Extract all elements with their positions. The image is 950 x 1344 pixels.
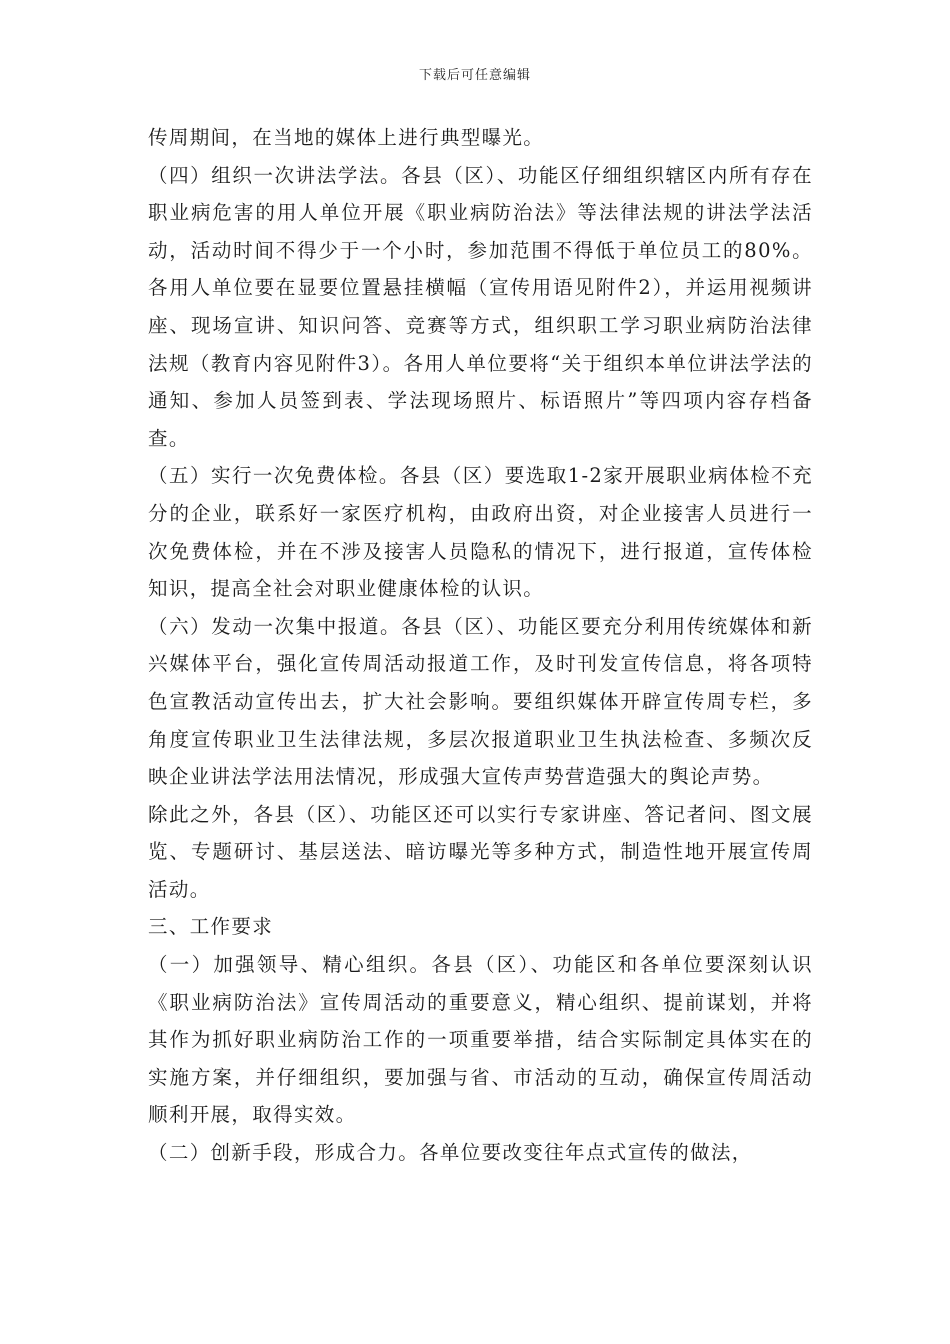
paragraph-section-4: （四）组织一次讲法学法。各县（区）、功能区仔细组织辖区内所有存在职业病危害的用人单位开展《职业病防治法》等法律法规的讲法学法活动，活动时间不得少于一个小时，参加范围不得低于单位员工的80%。各用人单位要在显要位置悬挂横幅（宣传用语见附件2），并运用视频讲座、现场宣讲、知识问答、竞赛等方式，组织职工学习职业病防治法律法规（教育内容见附件3）。各用人单位要将“关于组织本单位讲法学法的通知、参加人员签到表、学法现场照片、标语照片”等四项内容存档备查。 [148, 163, 813, 450]
page-header: 下载后可任意编辑 [418, 68, 531, 83]
section-heading-requirements: 三、工作要求 [148, 915, 274, 939]
document-body [148, 119, 813, 1172]
paragraph-requirement-1: （一）加强领导、精心组织。各县（区）、功能区和各单位要深刻认识《职业病防治法》宣传周活动的重要意义，精心组织、提前谋划，并将其作为抓好职业病防治工作的一项重要举措，结合实际制定具体实在的实施方案，并仔细组织，要加强与省、市活动的互动，确保宣传周活动顺利开展，取得实效。 [148, 953, 813, 1127]
paragraph-section-5: （五）实行一次免费体检。各县（区）要选取1-2家开展职业病体检不充分的企业，联系好一家医疗机构，由政府出资，对企业接害人员进行一次免费体检，并在不涉及接害人员隐私的情况下，进行报道，宣传体检知识，提高全社会对职业健康体检的认识。 [148, 464, 813, 601]
paragraph-continuation: 传周期间，在当地的媒体上进行典型曝光。 [148, 126, 545, 149]
paragraph-section-6: （六）发动一次集中报道。各县（区）、功能区要充分利用传统媒体和新兴媒体平台，强化宣传周活动报道工作，及时刊发宣传信息，将各项特色宣教活动宣传出去，扩大社会影响。要组织媒体开辟宣传周专栏，多角度宣传职业卫生法律法规，多层次报道职业卫生执法检查、多频次反映企业讲法学法用法情况，形成强大宣传声势营造强大的舆论声势。 [148, 614, 813, 789]
paragraph-requirement-2: （二）创新手段，形成合力。各单位要改变往年点式宣传的做法， [148, 1141, 753, 1165]
paragraph-additional: 除此之外，各县（区）、功能区还可以实行专家讲座、答记者问、图文展览、专题研讨、基层送法、暗访曝光等多种方式，制造性地开展宣传周活动。 [148, 802, 813, 901]
